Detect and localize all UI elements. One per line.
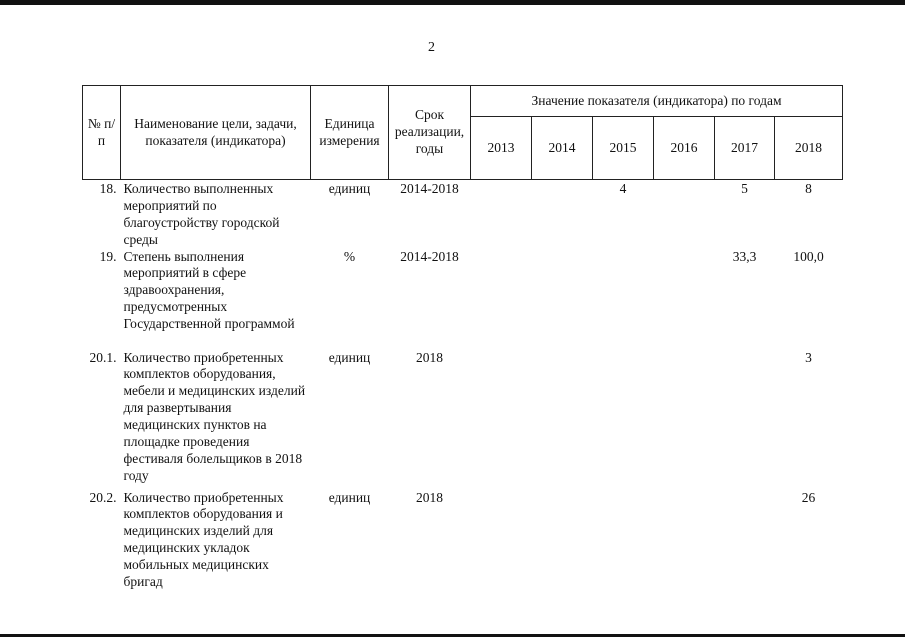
indicators-table [82, 85, 843, 591]
row-name: Количество приобретенных комплектов оборудования и медицинских изделий для медицинских укладок мобильных медицинских бригад [123, 489, 284, 589]
top-border-line [0, 0, 905, 5]
page-number: 2 [428, 40, 435, 55]
row-value: 8 [805, 181, 812, 196]
table-row [83, 180, 843, 249]
header-year: 2017 [715, 117, 775, 180]
row-value [471, 180, 532, 249]
table-row [83, 249, 843, 350]
row-value: 100,0 [793, 248, 824, 264]
row-period: 2014-2018 [400, 181, 459, 196]
header-year: 2013 [471, 117, 532, 180]
row-value: 3 [805, 349, 812, 365]
row-name: Количество выполненных мероприятий по благоустройству городской среды [123, 181, 280, 247]
row-unit: единиц [328, 181, 371, 196]
row-num: 20.1. [89, 349, 117, 365]
row-value [532, 490, 593, 591]
row-num: 19. [99, 248, 117, 264]
row-period: 2018 [416, 489, 443, 505]
row-value [715, 490, 775, 591]
row-value [715, 350, 775, 490]
row-value [532, 350, 593, 490]
header-period: Срок реализации, годы [389, 86, 471, 180]
header-year: 2016 [654, 117, 715, 180]
header-name: Наименование цели, задачи, показателя (индикатора) [121, 86, 311, 180]
row-period: 2014-2018 [400, 248, 459, 264]
row-value [532, 249, 593, 350]
row-value [654, 350, 715, 490]
row-value [654, 249, 715, 350]
row-num: 20.2. [89, 489, 117, 505]
row-period: 2018 [416, 349, 443, 365]
table-row [83, 350, 843, 490]
row-value [593, 490, 654, 591]
header-year: 2014 [532, 117, 593, 180]
row-unit: единиц [328, 349, 371, 365]
row-value: 33,3 [732, 248, 757, 264]
row-name: Количество приобретенных комплектов оборудования, мебели и медицинских изделий для развертывания медицинских пунктов на площадке проведения фестиваля болельщиков в 2018 году [123, 349, 306, 483]
row-value: 5 [741, 181, 748, 196]
row-value [654, 180, 715, 249]
header-row-top [83, 86, 843, 117]
row-value [532, 180, 593, 249]
row-value [593, 249, 654, 350]
header-unit: Единица измерения [311, 86, 389, 180]
row-value [654, 490, 715, 591]
header-num: № п/п [83, 86, 121, 180]
row-value [471, 490, 532, 591]
row-name: Степень выполнения мероприятий в сфере здравоохранения, предусмотренных Государственной программой [123, 248, 295, 331]
row-num: 18. [99, 181, 117, 196]
header-values-group: Значение показателя (индикатора) по годам [471, 86, 843, 117]
row-unit: % [343, 248, 356, 264]
row-unit: единиц [328, 489, 371, 505]
table-row [83, 490, 843, 591]
header-year: 2018 [775, 117, 843, 180]
row-value: 4 [619, 181, 627, 196]
bottom-border-line [0, 634, 905, 637]
row-value [593, 350, 654, 490]
row-value: 26 [801, 489, 816, 505]
row-value [471, 350, 532, 490]
row-value [471, 249, 532, 350]
header-year: 2015 [593, 117, 654, 180]
